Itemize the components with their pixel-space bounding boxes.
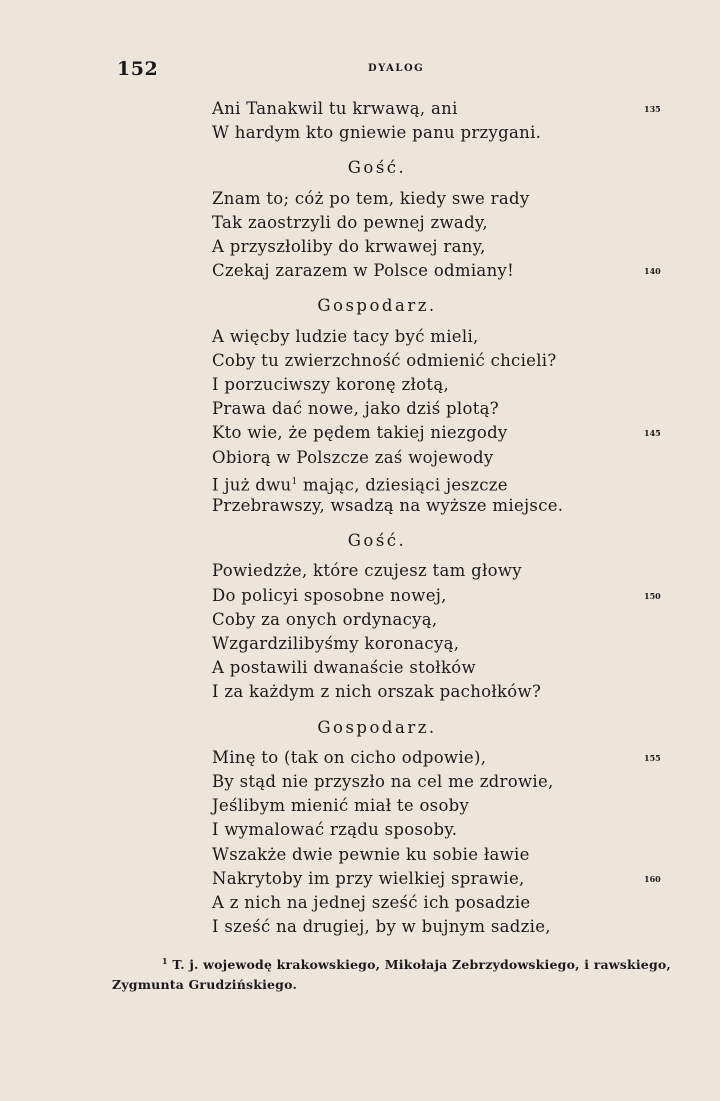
verse-line [212,559,522,583]
verse-line [212,446,494,470]
line-number: 140 [644,266,661,277]
verse-line [212,373,449,397]
speaker-label: Gospodarz. [317,717,437,737]
verse-line-text: I już dwu [212,475,292,495]
verse-line-text: I wymalować rządu sposoby. [212,820,458,840]
verse-line [212,770,554,794]
verse-line-text: A przyszłoliby do krwawej rany, [212,237,486,256]
running-title: DYALOG [368,63,425,74]
verse-line [212,608,437,632]
line-number: 155 [644,752,661,763]
footnote-reference: 1 [291,476,298,487]
verse-line-text: Znam to; cóż po tem, kiedy swe rady [212,188,530,208]
verse-line [212,235,486,259]
verse-line [212,97,458,121]
verse-line-text: W hardym kto gniewie panu przygani. [212,123,542,143]
verse-line-text-continued: mając, dziesiąci jeszcze [297,475,508,495]
verse-line-text: Minę to (tak on cicho odpowie), [212,747,487,767]
verse-line [212,121,541,145]
line-number: 135 [644,104,661,114]
verse-line-text: Coby tu zwierzchność odmienić chcieli? [212,350,557,370]
verse-line-text: Tak zaostrzyli do pewnej zwady, [212,212,488,232]
verse-line-text: Ani Tanakwil tu krwawą, ani [212,99,458,118]
verse-line [212,746,486,770]
verse-line [212,584,447,608]
verse-line-text: Wszakże dwie pewnie ku sobie ławie [212,844,530,864]
footnote [112,951,672,995]
verse-line [212,325,479,349]
verse-line-text: I sześć na drugiej, by w bujnym sadzie, [212,917,551,937]
verse-line-text: A z nich na jednej sześć ich posadzie [212,893,531,912]
speaker-label: Gospodarz. [317,296,437,316]
verse-line [212,656,476,680]
verse-line-text: A postawili dwanaście stołków [212,658,476,678]
page-number: 152 [117,58,159,80]
verse-line-text: Coby za onych ordynacyą, [212,609,438,629]
speaker-label: Gość. [347,158,407,178]
verse-line [212,794,469,818]
verse-line-text: Powiedzże, które czujesz tam głowy [212,561,522,581]
verse-line-text: Jeślibym mienić miał te osoby [212,796,470,816]
footnote-text: T. j. wojewodę krakowskiego, Mikołaja Zebrzydowskiego, i rawskiego, Zygmunta Grudzińskiego. [112,957,671,993]
verse-line-text: Wzgardzilibyśmy koronacyą, [212,634,460,653]
verse-line [212,187,529,211]
verse-line [212,818,457,842]
verse-line [212,211,488,235]
line-number: 145 [644,428,661,439]
verse-line [212,632,459,656]
verse-line [212,349,557,373]
verse-line [212,259,514,283]
verse-line-text: I porzuciwszy koronę złotą, [212,375,450,394]
footnote-marker: 1 [162,956,168,966]
verse-line-text: Przebrawszy, wsadzą na wyższe miejsce. [212,496,564,515]
verse-line [212,915,551,939]
line-number: 150 [644,590,661,601]
verse-line-text: A więcby ludzie tacy być mieli, [212,326,479,346]
verse-line-text: Obiorą w Polszcze zaś wojewody [212,447,494,467]
running-head [0,58,720,80]
verse-line-text: Nakrytoby im przy wielkiej sprawie, [212,868,525,888]
line-number: 160 [644,873,661,884]
verse-line [212,397,499,421]
verse-line-text: I za każdym z nich orszak pachołków? [212,682,542,702]
verse-line [212,891,531,915]
verse-line [212,494,563,518]
verse-line-text: Prawa dać nowe, jako dziś plotą? [212,399,499,419]
verse-line-text: Czekaj zarazem w Polsce odmiany! [212,261,515,281]
verse-line-text: Do policyi sposobne nowej, [212,585,447,605]
verse-line [212,843,530,867]
verse-line [212,421,508,445]
verse-line [212,680,541,704]
verse-line-text: By stąd nie przyszło na cel me zdrowie, [212,772,554,791]
verse-line [212,470,508,494]
verse-line [212,867,525,891]
verse-line-text: Kto wie, że pędem takiej niezgody [212,423,508,443]
speaker-label: Gość. [347,531,407,551]
